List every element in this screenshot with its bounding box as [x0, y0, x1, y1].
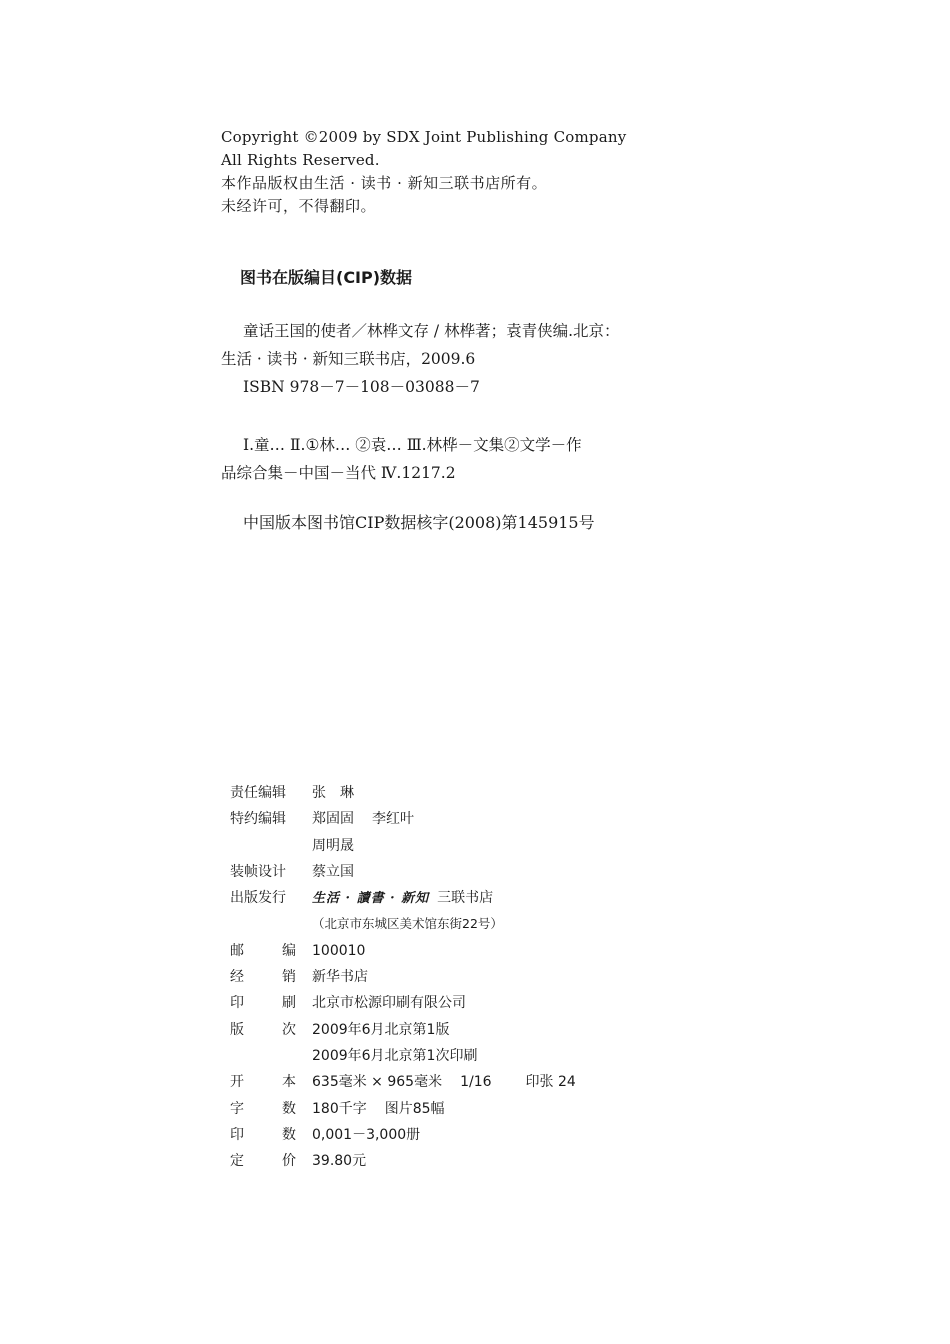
cip-main-line-1: 童话王国的使者／林桦文存 / 林桦著；袁青侠编.北京：	[243, 322, 620, 340]
copyright-line-4: 未经许可，不得翻印。	[221, 197, 377, 215]
colophon-row	[230, 1098, 576, 1124]
printer-label: 印 刷	[230, 995, 296, 1012]
print-sheets: 印张 24	[525, 1074, 576, 1091]
colophon-row	[230, 1150, 576, 1176]
colophon-row	[230, 861, 576, 887]
copyright-notice	[221, 126, 781, 218]
colophon-row	[230, 1019, 576, 1045]
postcode-label: 邮 编	[230, 942, 296, 959]
printing-value: 2009年6月北京第1次印刷	[312, 1047, 478, 1064]
cip-classification	[221, 431, 681, 487]
special-editor-value-3: 周明晟	[312, 837, 354, 854]
colophon-row	[230, 782, 576, 808]
colophon-row	[230, 913, 576, 939]
cover-design-value: 蔡立国	[312, 863, 354, 880]
responsible-editor-value: 张 琳	[312, 785, 354, 801]
responsible-editor-label: 责任编辑	[230, 785, 286, 801]
copyright-line-3: 本作品版权由生活 · 读书 · 新知三联书店所有。	[221, 174, 548, 192]
colophon-row	[230, 887, 576, 913]
word-count-value: 180千字	[312, 1100, 367, 1117]
cip-main-entry	[221, 317, 681, 401]
special-editor-label: 特约编辑	[230, 811, 286, 828]
print-run-label: 印 数	[230, 1126, 296, 1143]
publisher-value: 三联书店	[437, 890, 494, 907]
colophon-row	[230, 835, 576, 861]
format-value: 635毫米 × 965毫米	[312, 1074, 443, 1091]
copyright-line-1: Copyright ©2009 by SDX Joint Publishing Company	[221, 128, 627, 146]
format-fraction: 1/16	[460, 1074, 492, 1091]
colophon-row	[230, 808, 576, 834]
colophon-row	[230, 992, 576, 1018]
publisher-brand-logo: 生活 · 讀書 · 新知	[312, 891, 430, 907]
publisher-address: （北京市东城区美术馆东街22号）	[312, 916, 503, 932]
cip-heading: 图书在版编目(CIP)数据	[240, 268, 413, 287]
special-editor-value: 郑固固	[312, 811, 354, 828]
colophon-row	[230, 1071, 576, 1097]
price-value: 39.80元	[312, 1153, 367, 1170]
price-label: 定 价	[230, 1153, 296, 1170]
cip-class-line-2: 品综合集－中国－当代 Ⅳ.1217.2	[221, 464, 456, 482]
postcode-value: 100010	[312, 942, 366, 959]
word-count-label: 字 数	[230, 1100, 296, 1117]
publisher-label: 出版发行	[230, 890, 286, 907]
special-editor-value-2: 李红叶	[372, 811, 414, 828]
cip-class-line-1: Ⅰ.童… Ⅱ.①林… ②袁… Ⅲ.林桦－文集②文学－作	[243, 436, 582, 454]
format-label: 开 本	[230, 1074, 296, 1091]
colophon-row	[230, 940, 576, 966]
printer-value: 北京市松源印刷有限公司	[312, 995, 466, 1012]
copyright-line-2: All Rights Reserved.	[221, 151, 380, 169]
cip-main-line-2: 生活 · 读书 · 新知三联书店，2009.6	[221, 350, 476, 368]
distributor-label: 经 销	[230, 969, 296, 986]
colophon-row	[230, 1045, 576, 1071]
colophon-row	[230, 966, 576, 992]
colophon	[230, 782, 576, 1176]
cip-isbn: ISBN 978－7－108－03088－7	[243, 378, 480, 396]
colophon-row	[230, 1124, 576, 1150]
edition-label: 版 次	[230, 1021, 296, 1038]
print-run-value: 0,001－3,000册	[312, 1126, 421, 1143]
edition-value: 2009年6月北京第1版	[312, 1021, 450, 1038]
distributor-value: 新华书店	[312, 969, 368, 986]
cip-data-number: 中国版本图书馆CIP数据核字(2008)第145915号	[243, 513, 595, 532]
image-count-value: 图片85幅	[384, 1100, 445, 1117]
cover-design-label: 装帧设计	[230, 863, 286, 880]
